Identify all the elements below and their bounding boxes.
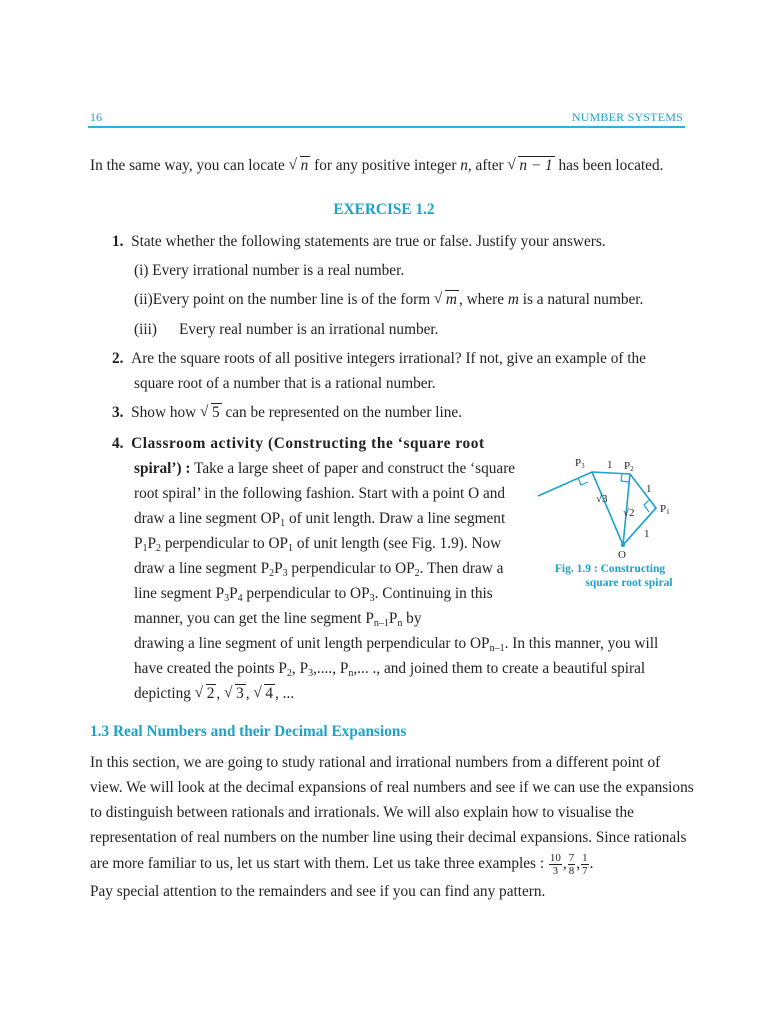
label-P1: P1 [660, 503, 670, 516]
question-4-heading: 4. Classroom activity (Constructing the ‘square root [112, 435, 485, 452]
running-header-title: NUMBER SYSTEMS [571, 110, 683, 124]
question-1-i: (i) Every irrational number is a real number. [134, 262, 405, 279]
square-root-spiral-figure [530, 450, 690, 560]
section-para-line-5: are more familiar to us, let us start with them. Let us take three examples : $\frac{10}{3}$ , $\frac{7}{8}$ , $\frac{1}{7}$ . [90, 851, 594, 877]
sqrt-3: √ 3 [224, 684, 246, 704]
sqrt-n: √ n [289, 156, 311, 176]
section-para-line-4: representation of real numbers on the number line using their decimal expansions. Since rationals [90, 829, 687, 846]
section-para-line-2: view. We will look at the decimal expansions of real numbers and see if we can use the expansions [90, 779, 694, 796]
sqrt-m: √ m [434, 290, 459, 310]
origin-point [621, 543, 625, 547]
question-4-line-7: line segment $P_3P_4$ perpendicular to $OP_3$. Continuing in this [134, 585, 493, 604]
question-3: 3. Show how √ 5 can be represented on the number line. [112, 403, 462, 423]
header-rule [88, 126, 685, 128]
question-4-line-3: root spiral’ in the following fashion. Start with a point O and [134, 485, 506, 502]
section-title: 1.3 Real Numbers and their Decimal Expansions [90, 723, 407, 740]
label-O: O [618, 549, 626, 560]
question-1-ii: (ii)Every point on the number line is of the form √ m , where m is a natural number. [134, 290, 643, 310]
section-para-line-6: Pay special attention to the remainders and see if you can find any pattern. [90, 883, 546, 900]
sqrt-4: √ 4 [253, 684, 275, 704]
label-one-top: 1 [607, 459, 613, 471]
question-1: 1. State whether the following statements are true or false. Justify your answers. [112, 233, 606, 250]
question-4-line-9: drawing a line segment of unit length perpendicular to $OP_{n-1}$. In this manner, you will [134, 635, 659, 654]
label-one-bottom: 1 [644, 528, 650, 540]
label-sqrt3: √3 [596, 493, 608, 505]
fraction-7-8: $\frac{7}{8}$ [568, 851, 575, 877]
question-4-line-11: depicting √ 2 , √ 3 , √ 4 , ... [134, 684, 294, 704]
figure-caption: Fig. 1.9 : Constructing square root spiral [554, 563, 673, 589]
question-4-line-2: spiral’) : Take a large sheet of paper and construct the ‘square [134, 460, 516, 477]
intro-sentence: In the same way, you can locate √ n for any positive integer n, after √ n − 1 has been located. [90, 156, 663, 176]
question-2: 2. Are the square roots of all positive integers irrational? If not, give an example of the [112, 350, 646, 367]
question-4-line-10: have created the points $P_2$, $P_3$,...., $P_n$,... ., and joined them to create a beautiful spiral [134, 660, 646, 679]
section-para-line-1: In this section, we are going to study rational and irrational numbers from a different point of [90, 754, 661, 771]
spiral-lines [538, 472, 656, 545]
sqrt-2: √ 2 [195, 684, 217, 704]
question-4-line-8: manner, you can get the line segment $P_{n-1}P_n$ by [134, 610, 422, 629]
sqrt-n-minus-1: √ n − 1 [507, 156, 554, 176]
right-angle-marks [578, 474, 649, 512]
section-para-line-3: to distinguish between rationals and irrationals. We will also explain how to visualise the [90, 804, 634, 821]
question-1-iii: (iii) Every real number is an irrational number. [134, 321, 439, 338]
question-4-line-6: draw a line segment $P_2P_3$ perpendicular to $OP_2$. Then draw a [134, 560, 504, 579]
fraction-1-7: $\frac{1}{7}$ [582, 851, 588, 877]
fraction-10-3: $\frac{10}{3}$ [549, 851, 561, 877]
exercise-title: EXERCISE 1.2 [333, 201, 435, 218]
question-4-line-4: draw a line segment $OP_1$ of unit length. Draw a line segment [134, 510, 506, 529]
question-2-cont: square root of a number that is a rational number. [134, 375, 436, 392]
label-P3: P3 [575, 457, 585, 470]
question-4-line-5: $P_1P_2$ perpendicular to $OP_1$ of unit length (see Fig. 1.9). Now [134, 535, 502, 554]
label-sqrt2: √2 [623, 507, 635, 519]
sqrt-5: √ 5 [200, 403, 222, 423]
segment-O-P3 [592, 472, 623, 545]
page-number: 16 [90, 110, 102, 124]
label-one-right: 1 [646, 483, 652, 495]
label-P2: P2 [624, 460, 634, 473]
